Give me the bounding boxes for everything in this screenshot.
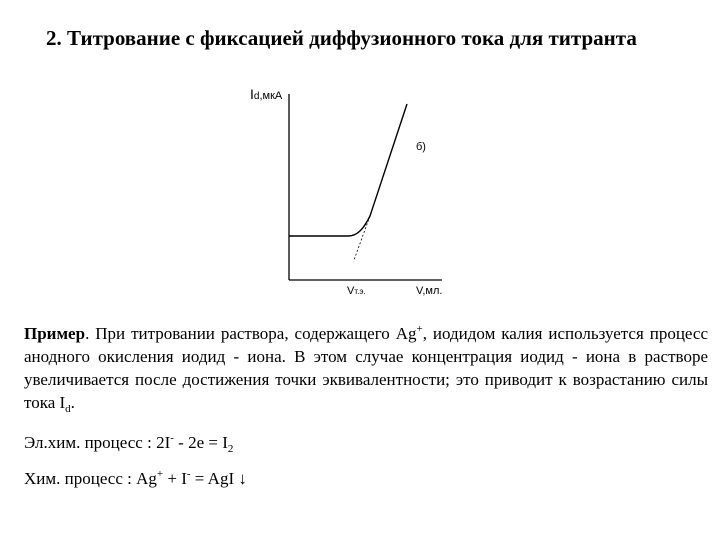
example-paragraph: [24, 322, 708, 414]
precipitate-arrow-icon: ↓: [238, 469, 247, 488]
eq-point-symbol: V: [347, 285, 355, 297]
x-axis-label: V,мл.: [416, 285, 443, 297]
y-axis-label: [250, 86, 283, 102]
eq2-middle: + I: [163, 469, 187, 488]
eq1-label: Эл.хим. процесс : 2I: [24, 433, 171, 452]
slide-title: 2. Титрование с фиксацией диффузионного тока для титранта: [46, 26, 637, 50]
eq2-sup2: -: [186, 468, 191, 480]
y-axis-label-unit: ,мкА: [259, 90, 283, 102]
eq2-sup1: +: [156, 468, 164, 480]
titration-curve-graph: [200, 82, 460, 302]
para-text-3: .: [70, 393, 75, 412]
y-axis-label-sub: d: [253, 91, 260, 102]
para-text-1: . При титровании раствора, содержащего Ag: [85, 324, 417, 343]
eq2-label: Хим. процесс : Ag: [24, 469, 157, 488]
extrapolation-line: [354, 216, 370, 260]
eq1-sub: 2: [227, 443, 234, 455]
current-subscript: d: [65, 403, 71, 415]
eq1-sup: -: [170, 432, 174, 444]
eq-point-sub: т.э.: [354, 287, 366, 296]
equivalence-point-label: [347, 285, 366, 297]
ion-charge: +: [416, 323, 423, 335]
eq1-middle: - 2e = I: [173, 433, 228, 452]
curve-label: б): [416, 141, 426, 153]
electrochemical-process-equation: [24, 432, 233, 454]
example-lead: Пример: [24, 324, 86, 343]
eq2-tail: = AgI: [190, 469, 239, 488]
titration-curve: [289, 104, 407, 236]
y-axis-label-symbol: I: [250, 86, 254, 102]
chemical-process-equation: [24, 468, 247, 490]
para-text-2: , иодидом калия используется процесс анодного окисления иодид - иона. В этом случае концентрация иодид - иона в растворе увеличивается после достижения точки эквивалентности; это приводит к возрастанию силы тока I: [24, 324, 708, 412]
